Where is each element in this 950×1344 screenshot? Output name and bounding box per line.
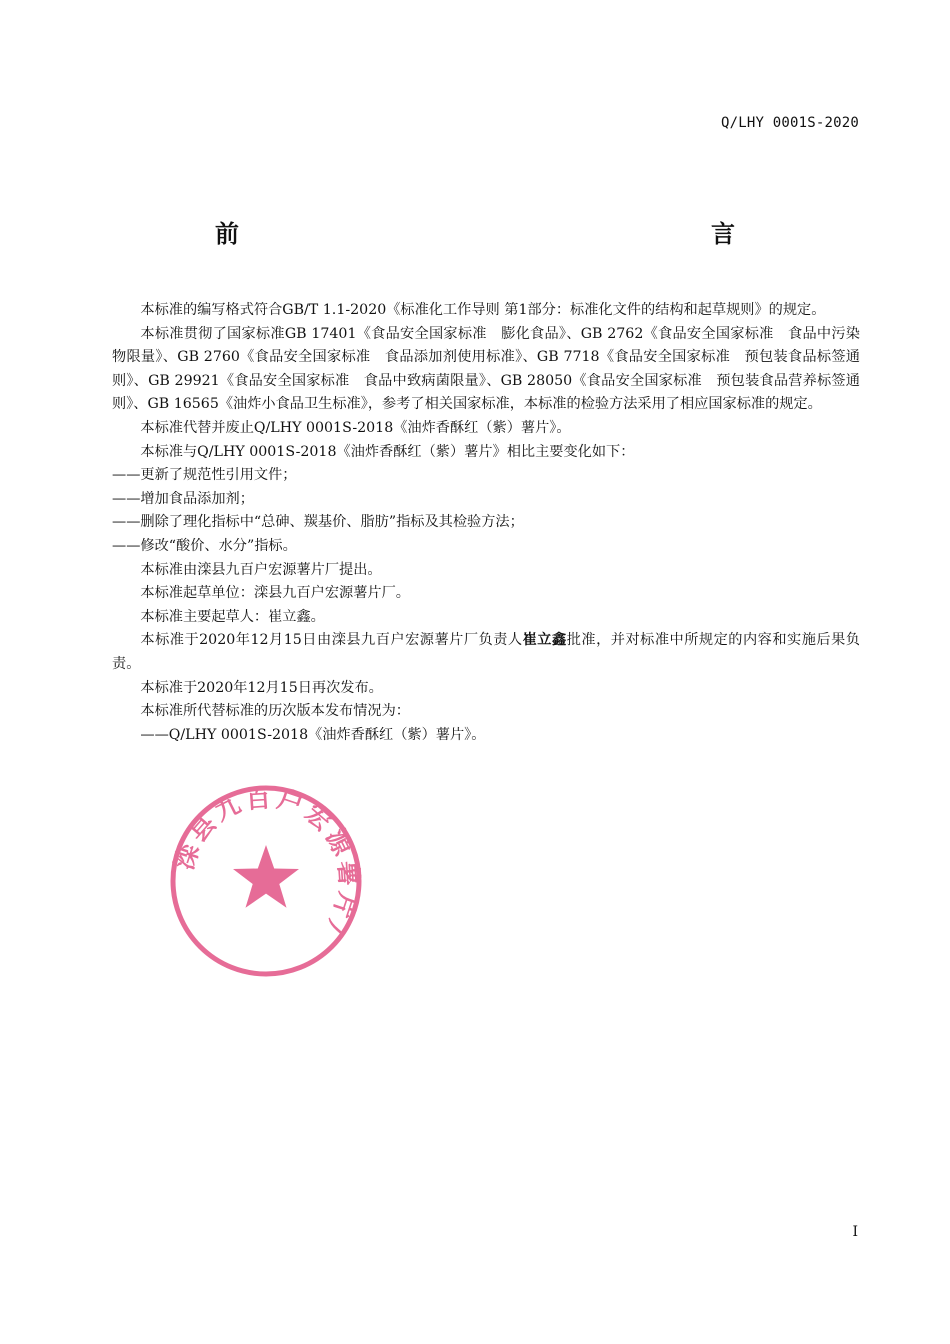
paragraph-drafting-unit: 本标准起草单位：滦县九百户宏源薯片厂。 [140, 585, 410, 602]
paragraph-replace: 本标准代替并废止Q/LHY 0001S-2018《油炸香酥红（紫）薯片》。 [140, 419, 571, 436]
paragraph-drafter: 本标准主要起草人：崔立鑫。 [140, 608, 325, 625]
page-title: 前 言 [215, 220, 835, 248]
history-item: ——Q/LHY 0001S-2018《油炸香酥红（紫）薯片》。 [140, 726, 486, 743]
paragraph-proposer: 本标准由滦县九百户宏源薯片厂提出。 [140, 561, 382, 578]
paragraph-changes: 本标准与Q/LHY 0001S-2018《油炸香酥红（紫）薯片》相比主要变化如下： [140, 443, 635, 460]
approval-text-post: 批准，并对标准中所规定的内容和实施后果负责。 [112, 632, 860, 672]
seal-star-icon [233, 845, 299, 908]
change-item: ——修改“酸价、水分”指标。 [112, 537, 297, 554]
company-seal [168, 783, 364, 979]
page-number: I [852, 1224, 858, 1240]
approval-text-pre: 本标准于2020年12月15日由滦县九百户宏源薯片厂负责人 [140, 632, 523, 649]
change-item: ——更新了规范性引用文件； [112, 467, 297, 484]
paragraph-history: 本标准所代替标准的历次版本发布情况为： [140, 703, 410, 720]
seal-text-path: 滦县九百户宏源薯片厂 [169, 783, 364, 956]
approver-name: 崔立鑫 [522, 632, 567, 649]
paragraph-release: 本标准于2020年12月15日再次发布。 [140, 679, 383, 696]
change-item: ——删除了理化指标中“总砷、羰基价、脂肪”指标及其检验方法； [112, 514, 524, 531]
body-text [112, 299, 860, 747]
paragraph-approval [112, 629, 860, 676]
paragraph-format: 本标准的编写格式符合GB/T 1.1-2020《标准化工作导则 第1部分：标准化文件的结构和起草规则》的规定。 [140, 302, 826, 318]
change-item: ——增加食品添加剂； [112, 490, 254, 507]
paragraph-standards: 本标准贯彻了国家标准GB 17401《食品安全国家标准 膨化食品》、GB 2762《食品安全国家标准 食品中污染物限量》、GB 2760《食品安全国家标准 食品添加剂使用标准》、GB 7718《食品安全国家标准 预包装食品标签通则》、GB 29921《食品安全国家标准 食品中致病菌限量》、GB 28050《食品安全国家标准 预包装食品营养标签通则》、GB 16565《油炸小食品卫生标准》，参考了相关国家标准，本标准的检验方法采用了相应国家标准的规定。 [112, 325, 860, 413]
document-code: Q/LHY 0001S-2020 [720, 115, 859, 131]
